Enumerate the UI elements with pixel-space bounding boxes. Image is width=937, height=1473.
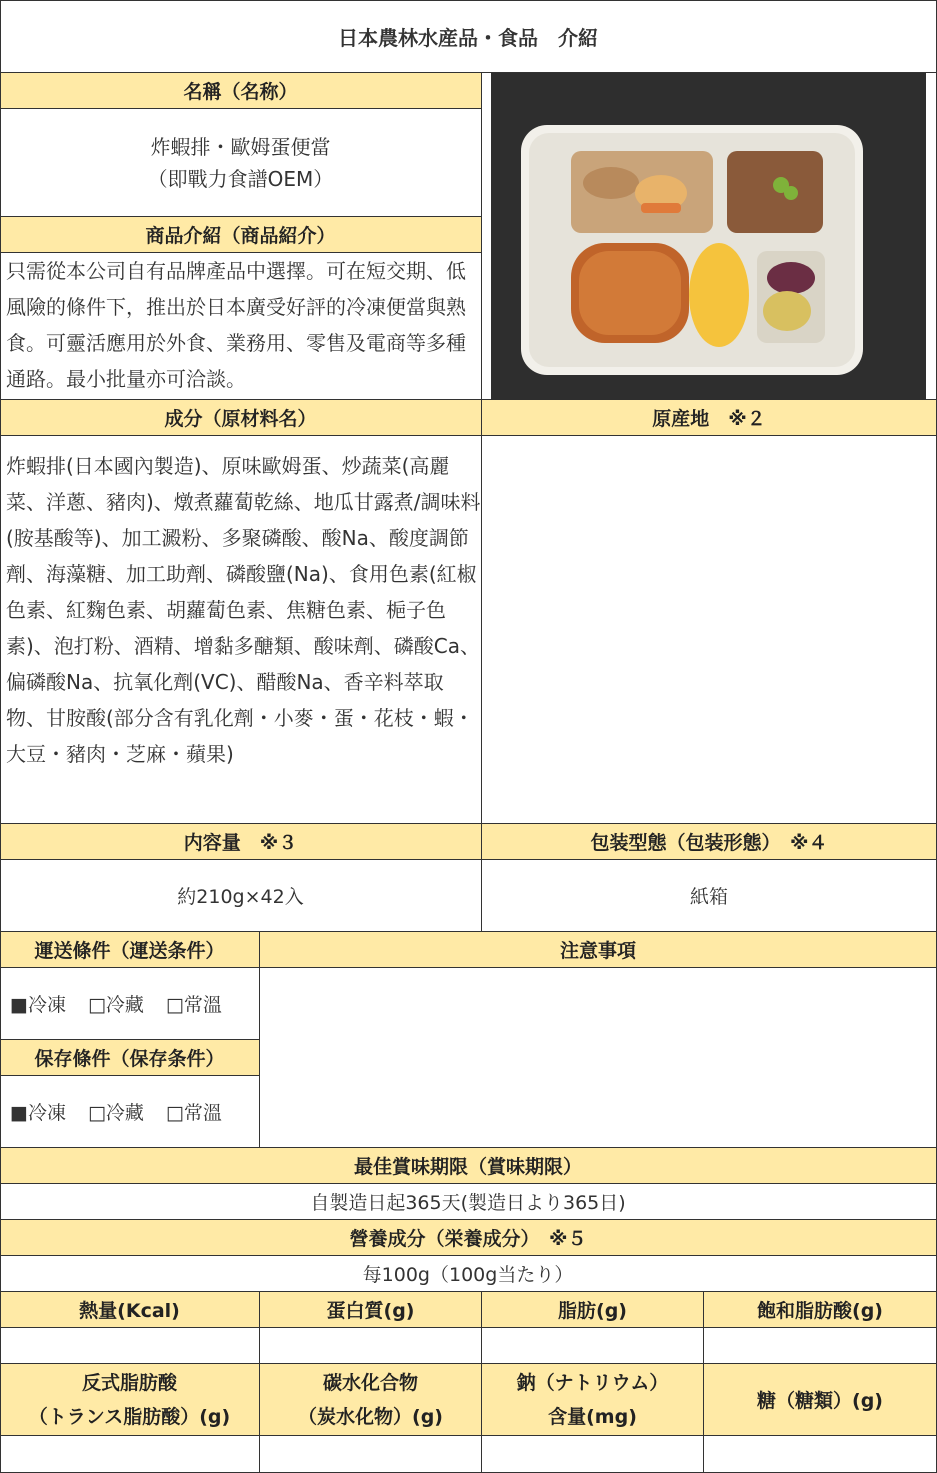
nutri-trans-line2: （トランス脂肪酸）(g) xyxy=(28,1405,231,1428)
package-label: 包装型態（包装形態） ※４ xyxy=(482,824,937,860)
storage-frozen: ■冷凍 xyxy=(10,1102,66,1124)
nutri-protein-label: 蛋白質(g) xyxy=(260,1292,482,1328)
page-title: 日本農林水産品・食品 介紹 xyxy=(0,0,937,73)
storage-options xyxy=(0,1076,260,1148)
transport-label: 運送條件（運送条件） xyxy=(0,932,260,968)
nutri-carb-value xyxy=(260,1436,482,1473)
intro-cell xyxy=(0,253,482,400)
content-label: 内容量 ※３ xyxy=(0,824,482,860)
content-value: 約210g×42入 xyxy=(0,860,482,932)
origin-label: 原産地 ※２ xyxy=(482,400,937,436)
notes-label: 注意事項 xyxy=(260,932,937,968)
intro-label: 商品介紹（商品紹介） xyxy=(0,217,482,253)
nutri-carb-line1: 碳水化合物 xyxy=(322,1371,418,1394)
nutri-carb-label xyxy=(260,1364,482,1436)
transport-frozen: ■冷凍 xyxy=(10,994,66,1016)
transport-chilled: □冷藏 xyxy=(87,994,144,1016)
nutri-satfat-label: 飽和脂肪酸(g) xyxy=(704,1292,937,1328)
nutri-trans-line1: 反式脂肪酸 xyxy=(81,1371,177,1394)
bento-illustration xyxy=(491,73,926,400)
storage-label: 保存條件（保存条件） xyxy=(0,1040,260,1076)
nutri-energy-label: 熱量(Kcal) xyxy=(0,1292,260,1328)
name-line1: 炸蝦排・歐姆蛋便當 xyxy=(150,134,331,159)
ingredients-text: 炸蝦排(日本國內製造)、原味歐姆蛋、炒蔬菜(高麗菜、洋蔥、豬肉)、燉煮蘿蔔乾絲、地瓜甘露煮/調味料(胺基酸等)、加工澱粉、多聚磷酸、酸Na、酸度調節劑、海藻糖、加工助劑、磷酸鹽(Na)、食用色素(紅椒色素、紅麴色素、胡蘿蔔色素、焦糖色素、梔子色素)、泡打粉、酒精、增黏多醣類、酸味劑、磷酸Ca、偏磷酸Na、抗氧化劑(VC)、醋酸Na、香辛料萃取物、甘胺酸(部分含有乳化劑・小麥・蛋・花枝・蝦・大豆・豬肉・芝麻・蘋果) xyxy=(6,454,481,766)
nutri-energy-value xyxy=(0,1328,260,1364)
nutri-sugar-label: 糖（糖類）(g) xyxy=(704,1364,937,1436)
nutri-carb-line2: （炭水化物）(g) xyxy=(298,1405,443,1428)
nutri-protein-value xyxy=(260,1328,482,1364)
ingredients-label: 成分（原材料名） xyxy=(0,400,482,436)
nutrition-basis: 每100g（100g当たり） xyxy=(0,1256,937,1292)
bento-photo xyxy=(491,73,926,400)
transport-ambient: □常溫 xyxy=(165,994,222,1016)
nutri-sugar-value xyxy=(704,1436,937,1473)
nutri-satfat-value xyxy=(704,1328,937,1364)
nutrition-label: 營養成分（栄養成分） ※５ xyxy=(0,1220,937,1256)
nutri-fat-label: 脂肪(g) xyxy=(482,1292,704,1328)
package-value: 紙箱 xyxy=(482,860,937,932)
nutri-fat-value xyxy=(482,1328,704,1364)
storage-ambient: □常溫 xyxy=(165,1102,222,1124)
name-value xyxy=(0,109,482,217)
shelf-value: 自製造日起365天(製造日より365日) xyxy=(0,1184,937,1220)
intro-text: 只需從本公司自有品牌產品中選擇。可在短交期、低風險的條件下，推出於日本廣受好評的冷凍便當與熟食。可靈活應用於外食、業務用、零售及電商等多種通路。最小批量亦可洽談。 xyxy=(6,259,466,391)
storage-chilled: □冷藏 xyxy=(87,1102,144,1124)
nutri-sodium-label xyxy=(482,1364,704,1436)
nutri-sodium-line2: 含量(mg) xyxy=(548,1405,637,1428)
ingredients-cell xyxy=(0,436,482,824)
notes-value xyxy=(260,968,937,1148)
nutri-trans-label xyxy=(0,1364,260,1436)
name-line2: （即戰力食譜OEM） xyxy=(147,166,334,191)
nutri-sodium-line1: 鈉（ナトリウム） xyxy=(516,1371,669,1394)
name-label: 名稱（名称） xyxy=(0,73,482,109)
nutri-sodium-value xyxy=(482,1436,704,1473)
origin-value xyxy=(482,436,937,824)
nutri-trans-value xyxy=(0,1436,260,1473)
transport-options xyxy=(0,968,260,1040)
shelf-label: 最佳賞味期限（賞味期限） xyxy=(0,1148,937,1184)
